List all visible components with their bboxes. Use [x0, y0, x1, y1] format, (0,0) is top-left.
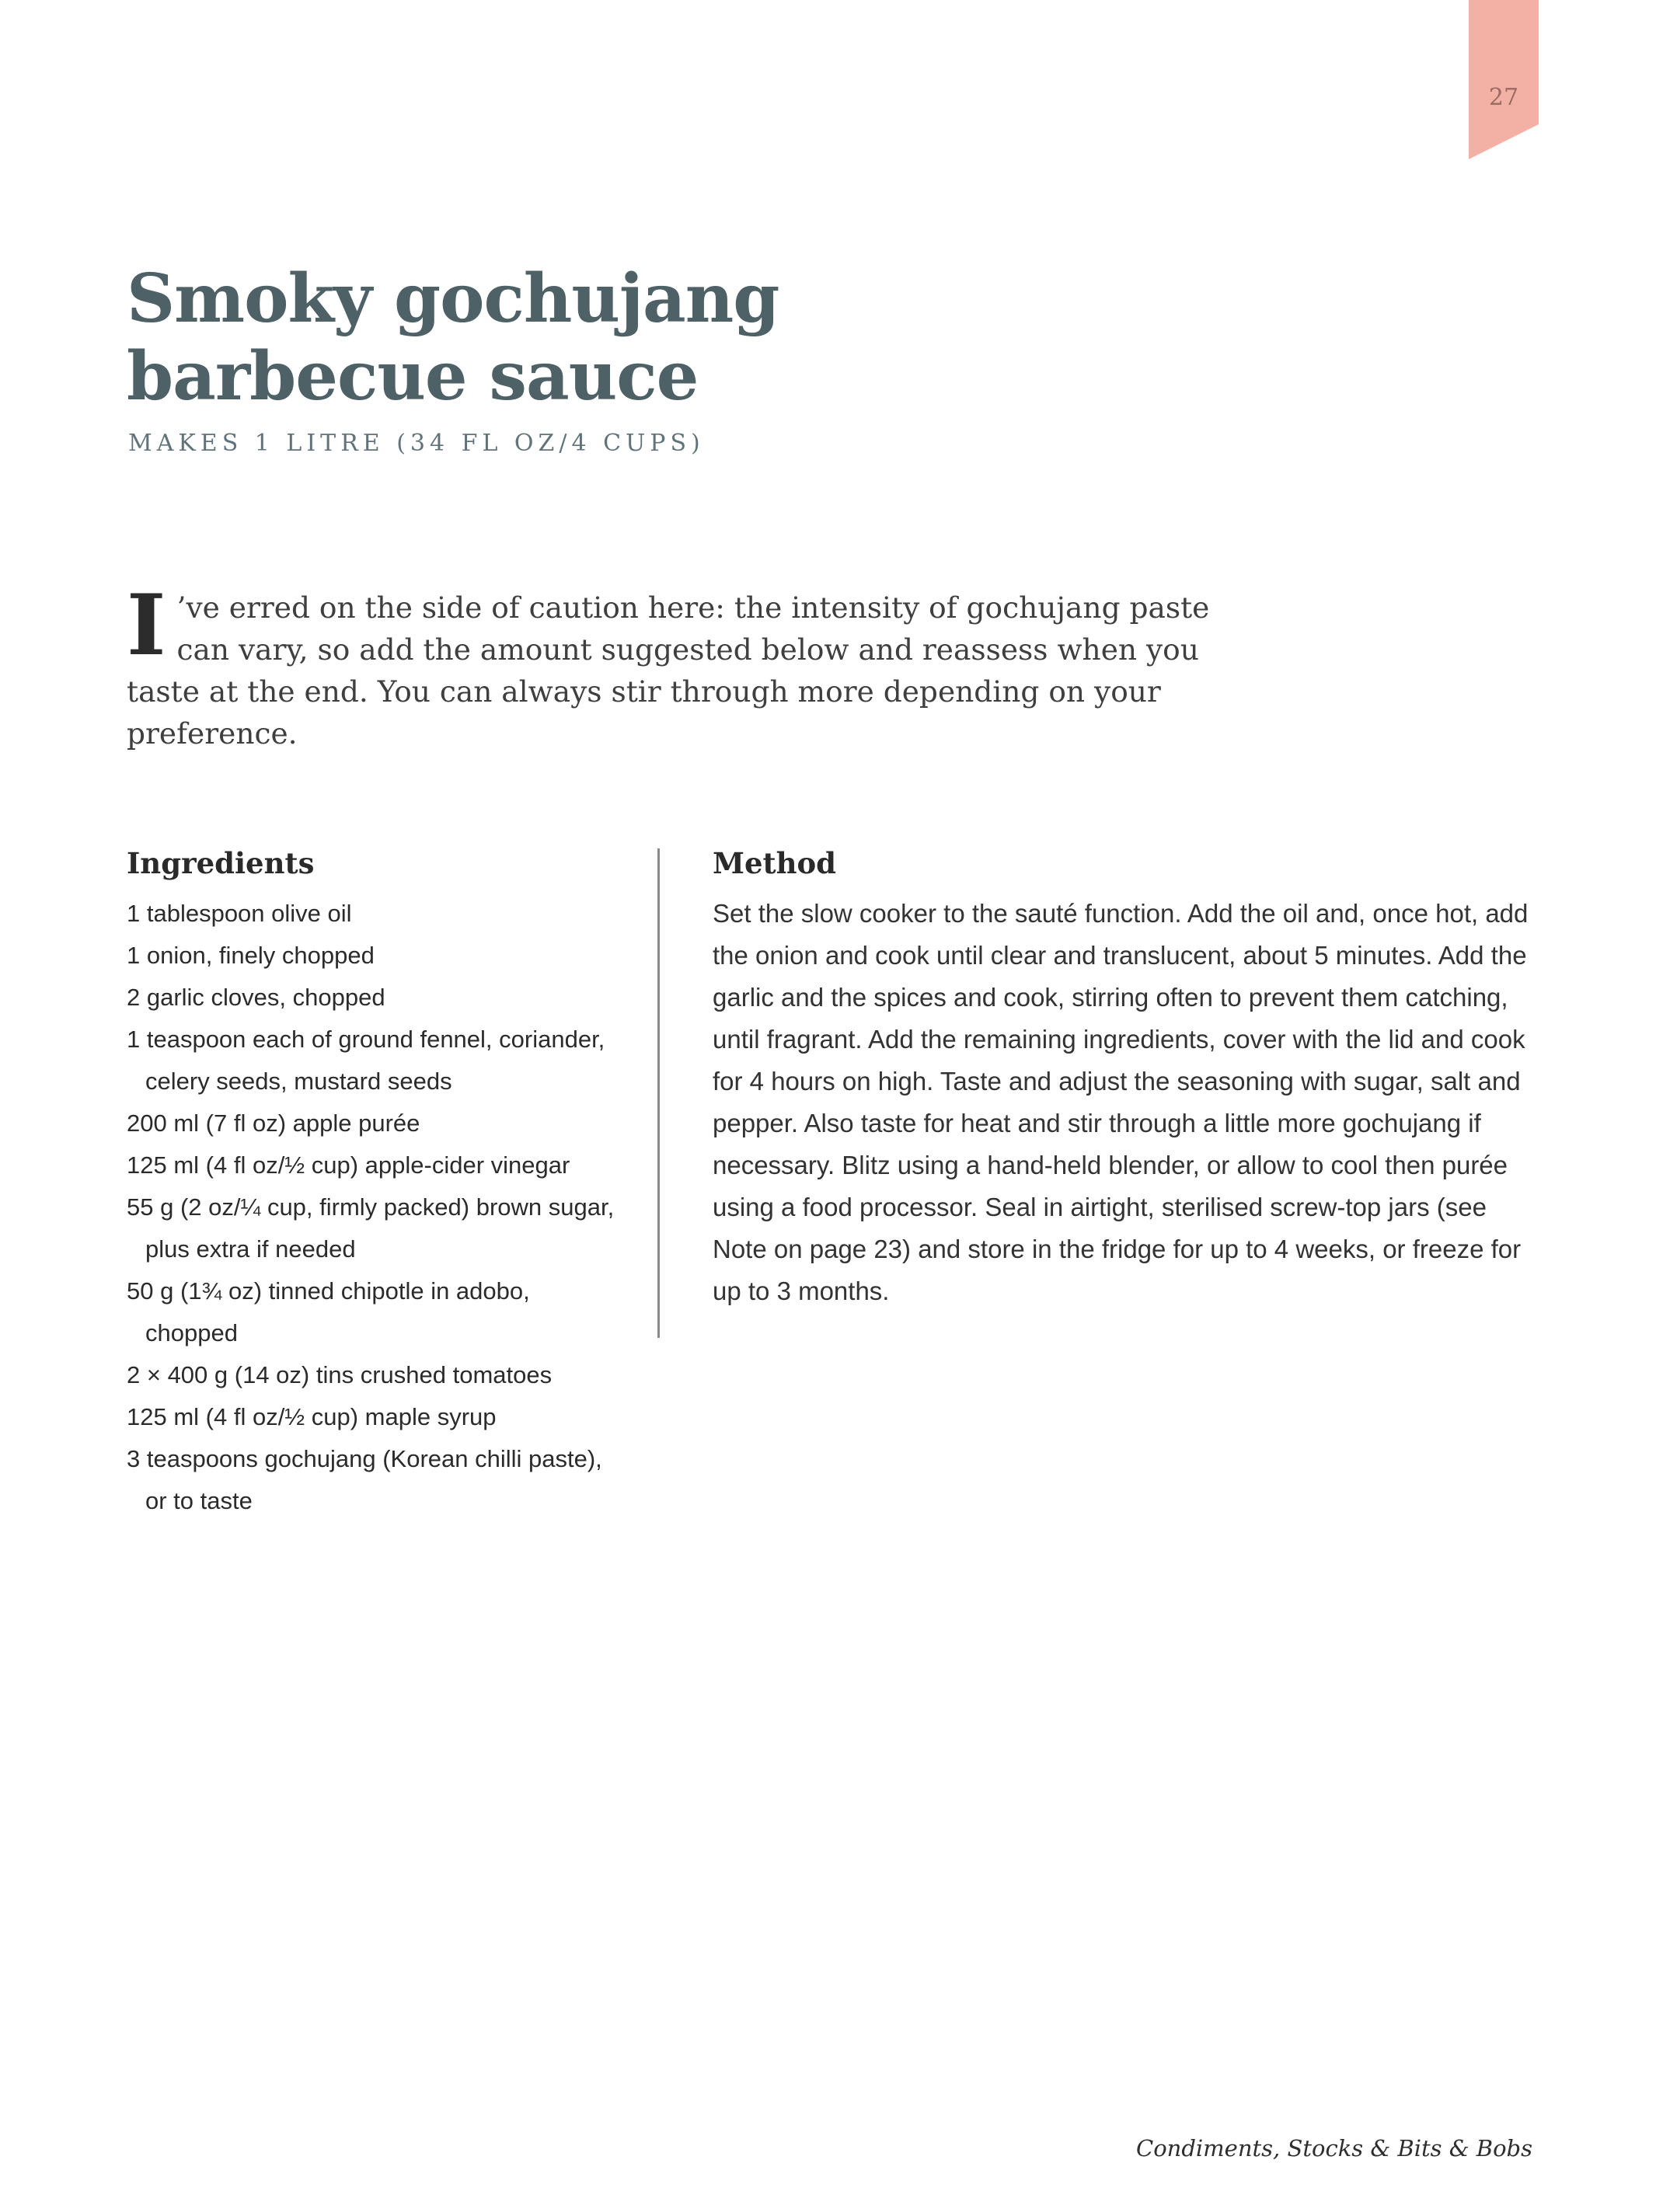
- ingredient-item: 3 teaspoons gochujang (Korean chilli paste), or to taste: [127, 1445, 602, 1514]
- column-divider: [657, 848, 660, 1338]
- intro-text: ’ve erred on the side of caution here: the intensity of gochujang paste can vary, so add the amount suggested below and reassess when you taste at the end. You can always stir through more depending on your preference.: [127, 590, 1210, 751]
- recipe-title-line-2: barbecue sauce: [127, 337, 699, 416]
- ingredients-heading: Ingredients: [127, 846, 315, 880]
- page-tab: [1469, 0, 1539, 159]
- ingredient-item: 125 ml (4 fl oz/½ cup) maple syrup: [127, 1403, 497, 1430]
- ingredient-item: 200 ml (7 fl oz) apple purée: [127, 1109, 420, 1137]
- ingredient-item: 125 ml (4 fl oz/½ cup) apple-cider vinegar: [127, 1151, 570, 1179]
- ingredient-item: 50 g (1¾ oz) tinned chipotle in adobo, chopped: [127, 1277, 530, 1346]
- method-section: [713, 841, 1536, 1312]
- ingredient-item: 1 tablespoon olive oil: [127, 900, 352, 927]
- ingredient-item: 2 garlic cloves, chopped: [127, 984, 385, 1011]
- ingredient-item: 2 × 400 g (14 oz) tins crushed tomatoes: [127, 1361, 553, 1388]
- method-heading: Method: [713, 846, 837, 880]
- ingredient-item: 1 onion, finely chopped: [127, 942, 375, 969]
- ingredient-item: 55 g (2 oz/¼ cup, firmly packed) brown sugar, plus extra if needed: [127, 1193, 615, 1263]
- ingredients-list: [127, 893, 624, 1522]
- method-text: Set the slow cooker to the sauté function. Add the oil and, once hot, add the onion and cook until clear and translucent, about 5 minutes. Add the garlic and the spices and cook, stirring often to prevent them catching, until fragrant. Add the remaining ingredients, cover with the lid and cook for 4 hours on high. Taste and adjust the seasoning with sugar, salt and pepper. Also taste for heat and stir through a little more gochujang if necessary. Blitz using a hand-held blender, or allow to cool then purée using a food processor. Seal in airtight, sterilised screw-top jars (see Note on page 23) and store in the fridge for up to 4 weeks, or freeze for up to 3 months.: [713, 899, 1529, 1305]
- recipe-title-line-1: Smoky gochujang: [127, 260, 779, 338]
- ingredients-section: [127, 841, 624, 1522]
- section-footer: Condiments, Stocks & Bits & Bobs: [1136, 2135, 1532, 2161]
- ingredient-item: 1 teaspoon each of ground fennel, coriander, celery seeds, mustard seeds: [127, 1026, 605, 1095]
- intro-paragraph: [127, 577, 1215, 754]
- recipe-yield: MAKES 1 LITRE (34 FL OZ/4 CUPS): [128, 430, 705, 457]
- recipe-title: [127, 260, 981, 416]
- page-number: 27: [1488, 84, 1519, 111]
- drop-cap: I: [127, 577, 166, 674]
